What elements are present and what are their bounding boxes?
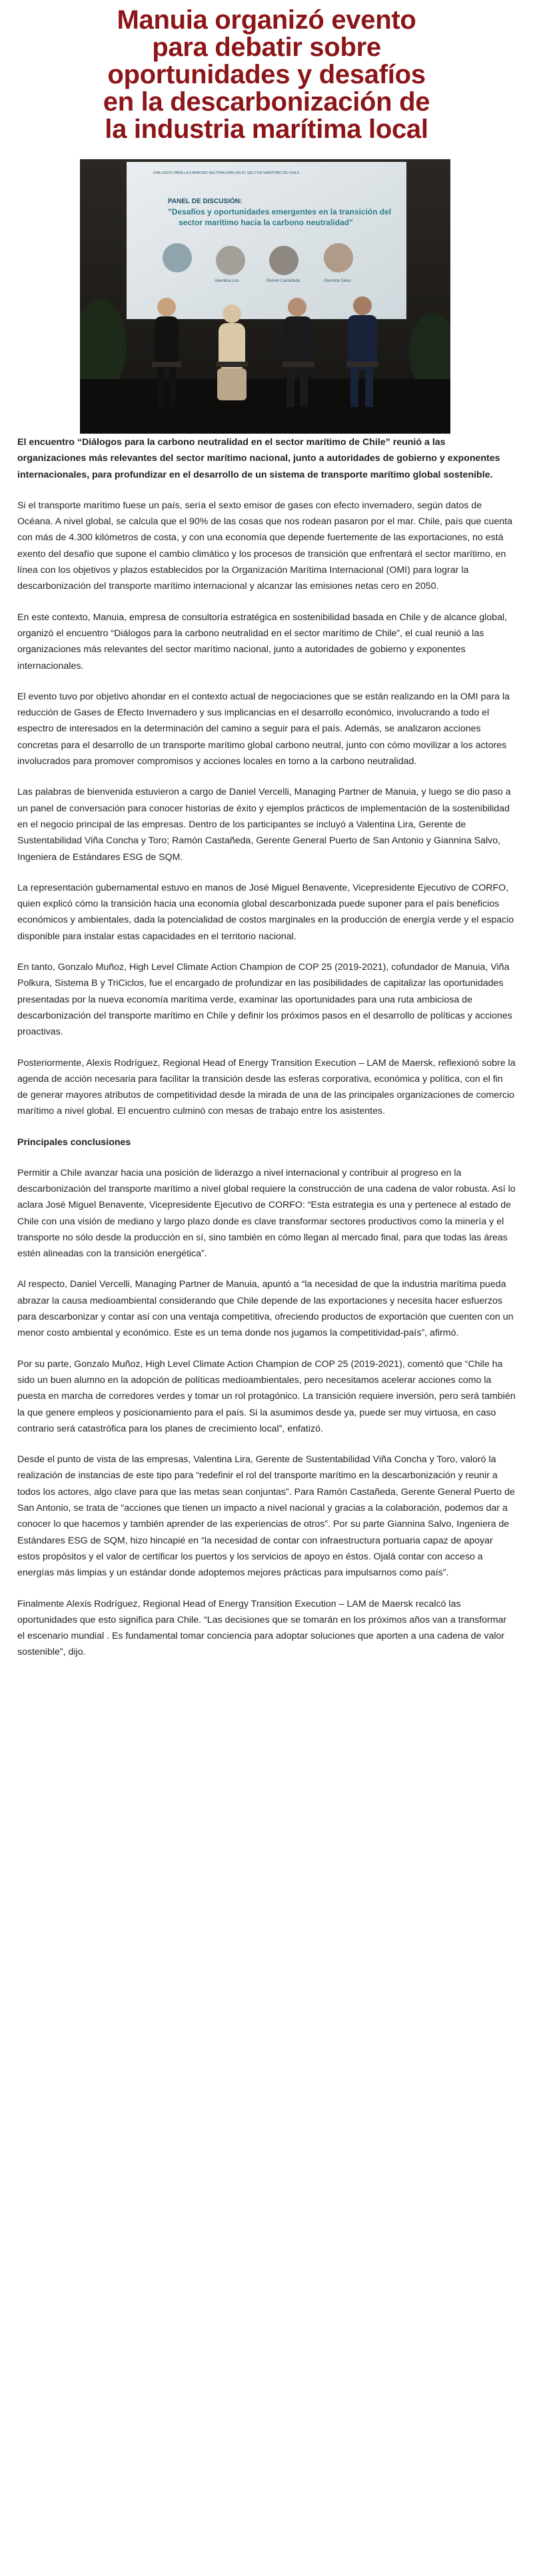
paragraph: Permitir a Chile avanzar hacia una posición de liderazgo a nivel internacional y contribuir al progreso en la descarbonización del transporte marítimo a nivel global requiere la construcción de una cadena de valor robusta. Así lo aclara José Miguel Benavente, Vicepresidente Ejecutivo de CORFO: “Esta estrategia es una y pertenece al estado de Chile con una visión de mediano y largo plazo donde es clave transformar sectores productivos como la minería y el transporte no sólo desde la producción en sí, sino también en cómo llegan al mercado final, para que todas las áreas estén alineadas con la transición energética”. bbox=[17, 1167, 516, 1260]
screen-panel-title-1: "Desafíos y oportunidades emergentes en la transición del bbox=[168, 207, 392, 216]
headline-line: para debatir sobre bbox=[152, 33, 381, 62]
speaker-portrait bbox=[269, 246, 298, 275]
headline bbox=[0, 0, 533, 143]
paragraph: El evento tuvo por objetivo ahondar en el contexto actual de negociaciones que se están realizando en la OMI para la reducción de Gases de Efecto Invernadero y sus implicancias en el desarrollo económico, involucrando a todo el espectro de interesados en la determinación del camino a seguir para el país. Además, se analizaron acciones concretas para el desarrollo de un transporte marítimo global carbono neutral, junto con cómo movilizar a los actores involucrados para promover compromisos y acciones locales en torno a la carbono neutralidad. bbox=[17, 691, 510, 767]
screen-name-2: Ramón Castañeda bbox=[266, 279, 300, 283]
screen-name-3: Giannina Salvo bbox=[324, 279, 351, 283]
lead-paragraph: El encuentro “Diálogos para la carbono neutralidad en el sector marítimo de Chile” reunió a las organizaciones más relevantes del sector marítimo nacional, junto a autoridades de gobierno y exponentes internacionales, para profundizar en el desarrollo de un sistema de transporte marítimo global sostenible. bbox=[17, 437, 500, 480]
article-body bbox=[17, 434, 516, 1675]
stage-floor bbox=[80, 379, 450, 434]
headline-line: la industria marítima local bbox=[105, 115, 428, 144]
event-photo bbox=[80, 159, 450, 434]
section-heading: Principales conclusiones bbox=[17, 1136, 131, 1148]
paragraph: Si el transporte marítimo fuese un país, sería el sexto emisor de gases con efecto invernadero, según datos de Océana. A nivel global, se calcula que el 90% de las cosas que nos rodean pasaron por el mar. Chile, país que cuenta con más de 4.300 kilómetros de costa, y con una economía que depende fuertemente de las exportaciones, no está exento del desafío que supone el cambio climático y los procesos de transición que enfrentará el sector marítimo, en línea con los objetivos y plazos establecidos por la Organización Marítima Internacional (OMI) para lograr la descarbonización del transporte marítimo internacional y alcanzar las emisiones netas cero en 2050. bbox=[17, 500, 512, 592]
speaker-portrait bbox=[216, 246, 245, 275]
chair bbox=[346, 362, 378, 367]
speaker-portrait bbox=[324, 243, 353, 272]
screen-header: DIÁLOGOS PARA LA CARBONO NEUTRALIDAD EN EL SECTOR MARÍTIMO DE CHILE bbox=[153, 171, 300, 175]
paragraph: En este contexto, Manuia, empresa de consultoría estratégica en sostenibilidad basada en Chile y de alcance global, organizó el encuentro “Diálogos para la carbono neutralidad en el sector marítimo de Chile”, el cual reunió a las organizaciones más relevantes del sector marítimo nacional, junto a autoridades de gobierno y exponentes internacionales. bbox=[17, 612, 508, 671]
screen-panel-label: PANEL DE DISCUSIÓN: bbox=[168, 198, 243, 205]
headline-line: en la descarbonización de bbox=[103, 87, 430, 117]
headline-line: Manuia organizó evento bbox=[117, 5, 416, 35]
chair bbox=[152, 362, 181, 367]
speaker-portrait bbox=[163, 243, 192, 272]
paragraph: Las palabras de bienvenida estuvieron a cargo de Daniel Vercelli, Managing Partner de Manuia, y luego se dio paso a un panel de conversación para conocer historias de éxito y ejemplos prácticos de implementación de la sostenibilidad en el negocio principal de las empresas. Dentro de los participantes se incluyó a Valentina Lira, Gerente de Sustentabilidad Viña Concha y Toro; Ramón Castañeda, Gerente General Puerto de San Antonio y Giannina Salvo, Ingeniera de Estándares ESG de SQM. bbox=[17, 787, 511, 863]
paragraph: Desde el punto de vista de las empresas, Valentina Lira, Gerente de Sustentabilidad Viña Concha y Toro, valoró la realización de instancias de este tipo para “redefinir el rol del transporte marítimo en la descarbonización y reunir a todos los actores, algo clave para que las metas sean conjuntas”. Para Ramón Castañeda, Gerente General Puerto de San Antonio, se trata de “acciones que tienen un impacto a nivel nacional y gracias a la colaboración, podemos dar a conocer lo que hacemos y también aprender de las experiencias de otros”. Por su parte Giannina Salvo, Ingeniera de Estándares ESG de SQM, hizo hincapié en “la necesidad de contar con infraestructura portuaria capaz de apoyar estos propósitos y el valor de certificar los puertos y los servicios de apoyo en éstos. Ojalá contar con acceso a energías más limpias y un estándar donde adoptemos mejores prácticas para impulsarnos como país”. bbox=[17, 1454, 515, 1579]
paragraph: Por su parte, Gonzalo Muñoz, High Level Climate Action Champion de COP 25 (2019-2021), comentó que “Chile ha sido un buen alumno en la adopción de políticas medioambientales, pero necesitamos acelerar acciones como la puesta en marcha de corredores verdes y tomar un rol protagónico. La transición requiere inversión, pero será también la que genere empleos y posicionamiento para el país. Si la asumimos desde ya, puede ser muy virtuosa, en caso contrario será catastrófica para los planes de crecimiento local”, enfatizó. bbox=[17, 1358, 516, 1434]
event-photo-illustration bbox=[80, 159, 450, 434]
screen-name-1: Valentina Lira bbox=[215, 279, 239, 283]
projection-screen bbox=[127, 162, 406, 319]
paragraph: La representación gubernamental estuvo en manos de José Miguel Benavente, Vicepresidente Ejecutivo de CORFO, quien explicó cómo la transición hacia una economía global descarbonizada puede suponer para el país beneficios económicos y ambientales, dada la potencialidad de costos marginales en la producción de energía verde y el espacio disponible para instalar estas capacidades en el territorio nacional. bbox=[17, 882, 514, 942]
paragraph: Al respecto, Daniel Vercelli, Managing Partner de Manuia, apuntó a “la necesidad de que la industria marítima pueda abrazar la causa medioambiental considerando que Chile depende de las exportaciones y necesita hacer esfuerzos para descarbonizar y contar así con una ventaja competitiva, ofreciendo productos de exportación que cuenten con un menor costo ambiental y económico. Este es un tema donde nos jugamos la competitividad-país”, afirmó. bbox=[17, 1279, 514, 1339]
chair bbox=[282, 362, 314, 367]
screen-panel-title-2: sector marítimo hacia la carbono neutralidad" bbox=[179, 218, 353, 227]
chair bbox=[216, 362, 248, 367]
paragraph: Finalmente Alexis Rodríguez, Regional Head of Energy Transition Execution – LAM de Maersk recalcó las oportunidades que esto significa para Chile. “Las decisiones que se tomarán en los próximos años van a transformar el escenario mundial . Es fundamental tomar conciencia para adoptar soluciones que aporten a una cadena de valor sostenible”, dijo. bbox=[17, 1598, 507, 1658]
paragraph: En tanto, Gonzalo Muñoz, High Level Climate Action Champion de COP 25 (2019-2021), cofundador de Manuia, Viña Polkura, Sistema B y TriCiclos, fue el encargado de profundizar en las posibilidades de capitalizar las oportunidades presentadas por la nueva economía marítima verde, examinar las oportunidades para una ruta ambiciosa de descarbonización del transporte marítimo en Chile y definir los próximos pasos en el desarrollo de políticas y acciones proactivas. bbox=[17, 962, 512, 1038]
headline-line: oportunidades y desafíos bbox=[107, 60, 426, 89]
paragraph: Posteriormente, Alexis Rodríguez, Regional Head of Energy Transition Execution – LAM de Maersk, reflexionó sobre la agenda de acción necesaria para facilitar la transición desde las esferas corporativa, económica y política, con el fin de generar mayores atributos de competitividad desde la mirada de una de las principales organizaciones de comercio marítimo a nivel global. El encuentro culminó con mesas de trabajo entre los asistentes. bbox=[17, 1057, 516, 1117]
